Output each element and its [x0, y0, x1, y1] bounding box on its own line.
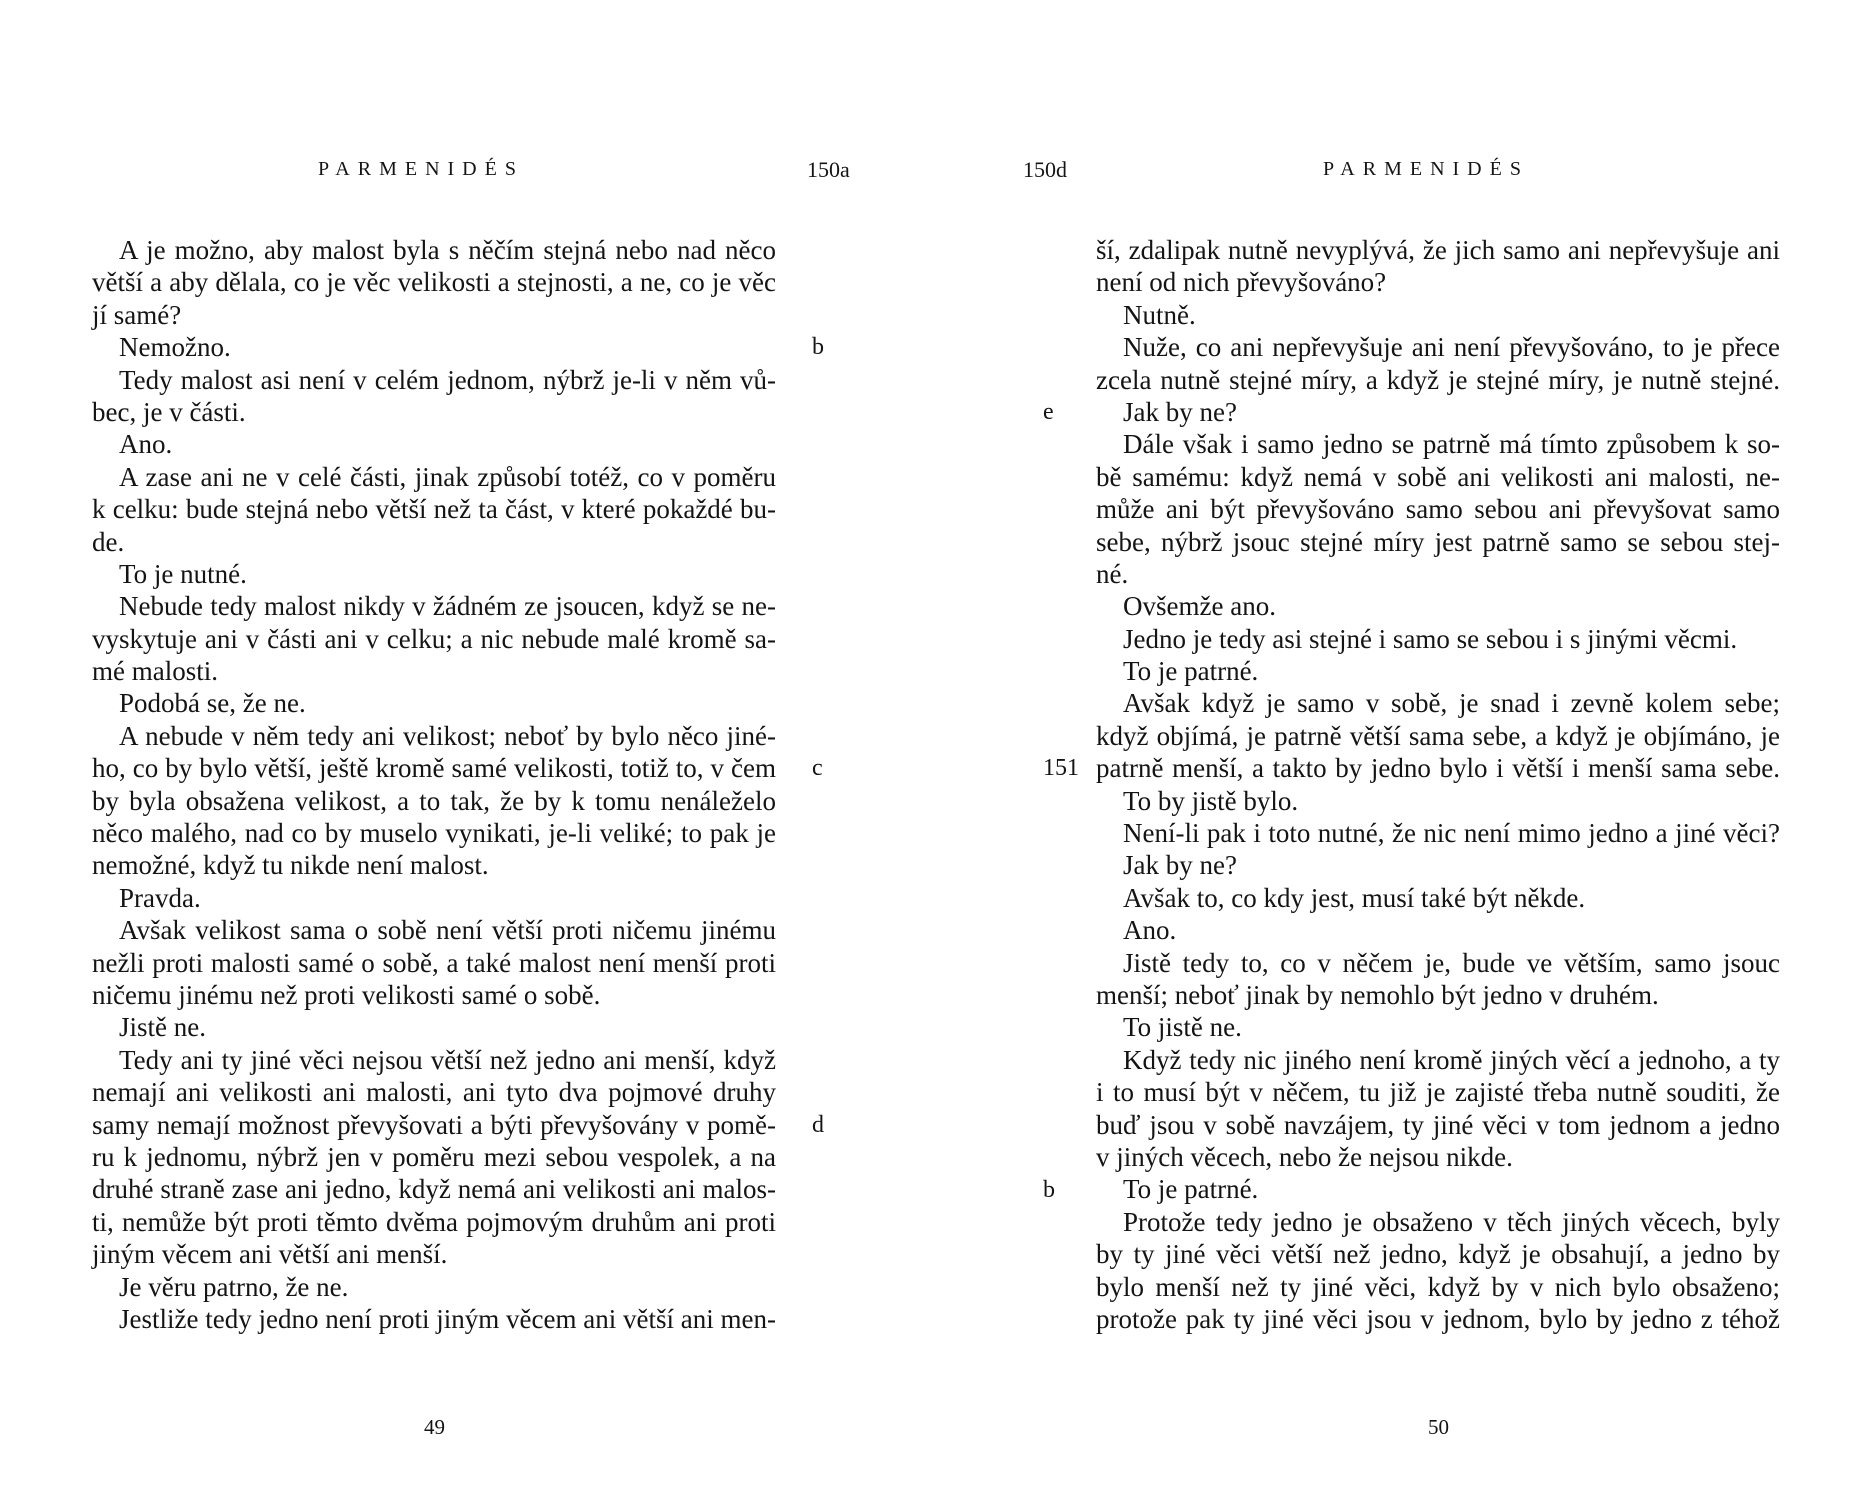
text-line: Když tedy nic jiného není kromě jiných věcí a jednoho, a ty — [1123, 1044, 1780, 1075]
text-line: Avšak velikost sama o sobě není větší proti ničemu jinému — [119, 915, 776, 946]
page-number: 50 — [1428, 1415, 1449, 1439]
text-line: Ovšemže ano. — [1123, 591, 1276, 622]
text-line: Jistě ne. — [119, 1012, 206, 1043]
text-line: bě samému: když nemá v sobě ani velikosti ani malosti, ne- — [1096, 461, 1780, 492]
text-line: vyskytuje ani v části ani v celku; a nic nebude malé kromě sa- — [92, 623, 776, 654]
text-line: patrně menší, a takto by jedno bylo i větší i menší sama sebe. — [1096, 753, 1780, 784]
margin-reference: c — [812, 755, 823, 782]
text-line: zcela nutně stejné míry, a když je stejné míry, je nutně stejné. — [1096, 364, 1780, 395]
text-line: Podobá se, že ne. — [119, 688, 306, 719]
text-line: nemožné, když tu nikde není malost. — [92, 850, 489, 881]
text-line: sebe, nýbrž jsouc stejné míry jest patrně samo se sebou stej- — [1096, 526, 1780, 557]
text-line: nemají ani velikosti ani malosti, ani tyto dva pojmové druhy — [92, 1077, 776, 1108]
text-line: ničemu jinému než proti velikosti samé o sobě. — [92, 979, 601, 1010]
text-line: A zase ani ne v celé části, jinak způsobí totéž, co v poměru — [119, 461, 776, 492]
running-title: PARMENIDÉS — [1323, 158, 1529, 180]
right-page — [931, 0, 1862, 1501]
text-line: nežli proti malosti samé o sobě, a také malost není menší proti — [92, 947, 776, 978]
stephanus-number-header: 150d — [1023, 157, 1067, 182]
text-line: ru k jednomu, nýbrž jen v poměru mezi sebou vespolek, a na — [92, 1141, 776, 1172]
text-line: druhé straně zase ani jedno, když nemá ani velikosti ani malos- — [92, 1174, 776, 1205]
page-number: 49 — [424, 1415, 445, 1439]
text-line: Jak by ne? — [1123, 850, 1237, 881]
text-line: v jiných věcech, nebo že nejsou nikde. — [1096, 1141, 1513, 1172]
text-line: jiným věcem ani větší ani menší. — [92, 1239, 448, 1270]
text-line: Nuže, co ani nepřevyšuje ani není převyšováno, to je přece — [1123, 332, 1780, 363]
text-line: bylo menší než ty jiné věci, když by v nich bylo obsaženo; — [1096, 1271, 1780, 1302]
text-line: mé malosti. — [92, 656, 218, 687]
text-line: To jistě ne. — [1123, 1012, 1242, 1043]
text-line: To by jistě bylo. — [1123, 785, 1299, 816]
text-line: Nutně. — [1123, 299, 1196, 330]
text-line: de. — [92, 526, 125, 557]
text-line: k celku: bude stejná nebo větší než ta část, v které pokaždé bu- — [92, 494, 776, 525]
text-line: když objímá, je patrně větší sama sebe, a když je objímáno, je — [1096, 720, 1780, 751]
text-line: samy nemají možnost převyšovati a býti převyšovány v pomě- — [92, 1109, 776, 1140]
text-line: bec, je v části. — [92, 396, 246, 427]
text-line: větší a aby dělala, co je věc velikosti a stejnosti, a ne, co je věc — [92, 267, 776, 298]
margin-reference: e — [1043, 399, 1054, 425]
margin-reference: 151 — [1043, 755, 1079, 782]
text-line: Avšak když je samo v sobě, je snad i zevně kolem sebe; — [1123, 688, 1780, 719]
text-line: To je patrné. — [1123, 1174, 1259, 1205]
text-line: jí samé? — [92, 299, 182, 330]
text-line: A nebude v něm tedy ani velikost; neboť by bylo něco jiné- — [119, 720, 776, 751]
text-line: Pravda. — [119, 882, 201, 913]
text-line: A je možno, aby malost byla s něčím stejná nebo nad něco — [119, 235, 776, 265]
text-line: Dále však i samo jedno se patrně má tímto způsobem k so- — [1123, 429, 1780, 460]
text-line: Ano. — [1123, 915, 1177, 946]
text-line: Nemožno. — [119, 332, 231, 363]
margin-reference: b — [812, 334, 824, 361]
text-line: i to musí být v něčem, tu již je zajisté třeba nutně souditi, že — [1096, 1077, 1780, 1108]
text-line: Ano. — [119, 429, 173, 460]
text-line: ší, zdalipak nutně nevyplývá, že jich samo ani nepřevyšuje ani — [1096, 235, 1780, 265]
text-line: Jistě tedy to, co v něčem je, bude ve větším, samo jsouc — [1123, 947, 1780, 978]
text-line: Jedno je tedy asi stejné i samo se sebou i s jinými věcmi. — [1123, 623, 1738, 654]
text-line: To je nutné. — [119, 558, 247, 589]
text-line: něco malého, nad co by muselo vynikati, je-li veliké; to pak je — [92, 818, 776, 849]
text-line: né. — [1096, 558, 1129, 589]
text-line: ho, co by bylo větší, ještě kromě samé velikosti, totiž to, v čem — [92, 753, 776, 784]
text-line: menší; neboť jinak by nemohlo být jedno v druhém. — [1096, 979, 1659, 1010]
margin-reference: d — [812, 1111, 824, 1138]
text-line: Tedy malost asi není v celém jednom, nýbrž je-li v něm vů- — [119, 364, 776, 395]
text-line: Tedy ani ty jiné věci nejsou větší než jedno ani menší, když — [119, 1044, 776, 1075]
stephanus-number-header: 150a — [807, 157, 850, 182]
text-line: ti, nemůže být proti těmto dvěma pojmovým druhům ani proti — [92, 1206, 776, 1237]
text-line: není od nich převyšováno? — [1096, 267, 1387, 298]
text-line: může ani být převyšováno samo sebou ani převyšovat samo — [1096, 494, 1780, 525]
text-line: by ty jiné věci větší než jedno, když je obsahují, a jedno by — [1096, 1239, 1780, 1270]
text-line: buď jsou v sobě navzájem, ty jiné věci v tom jednom a jedno — [1096, 1109, 1780, 1140]
margin-reference: b — [1043, 1176, 1055, 1203]
text-line: protože pak ty jiné věci jsou v jednom, bylo by jedno z téhož — [1096, 1303, 1780, 1334]
text-line: Nebude tedy malost nikdy v žádném ze jsoucen, když se ne- — [119, 591, 776, 622]
text-line: Není-li pak i toto nutné, že nic není mimo jedno a jiné věci? — [1123, 818, 1780, 849]
running-title: PARMENIDÉS — [318, 158, 524, 180]
dialogue-text — [92, 234, 776, 1335]
text-line: Jak by ne? — [1123, 396, 1237, 427]
dialogue-text — [1096, 234, 1780, 1335]
text-line: Avšak to, co kdy jest, musí také být někde. — [1123, 882, 1586, 913]
text-line: Jestliže tedy jedno není proti jiným věcem ani větší ani men- — [119, 1303, 776, 1334]
text-line: Protože tedy jedno je obsaženo v těch jiných věcech, byly — [1123, 1206, 1780, 1237]
text-line: To je patrné. — [1123, 656, 1259, 687]
text-line: by byla obsažena velikost, a to tak, že by k tomu nenáleželo — [92, 785, 776, 816]
text-line: Je věru patrno, že ne. — [119, 1271, 349, 1302]
